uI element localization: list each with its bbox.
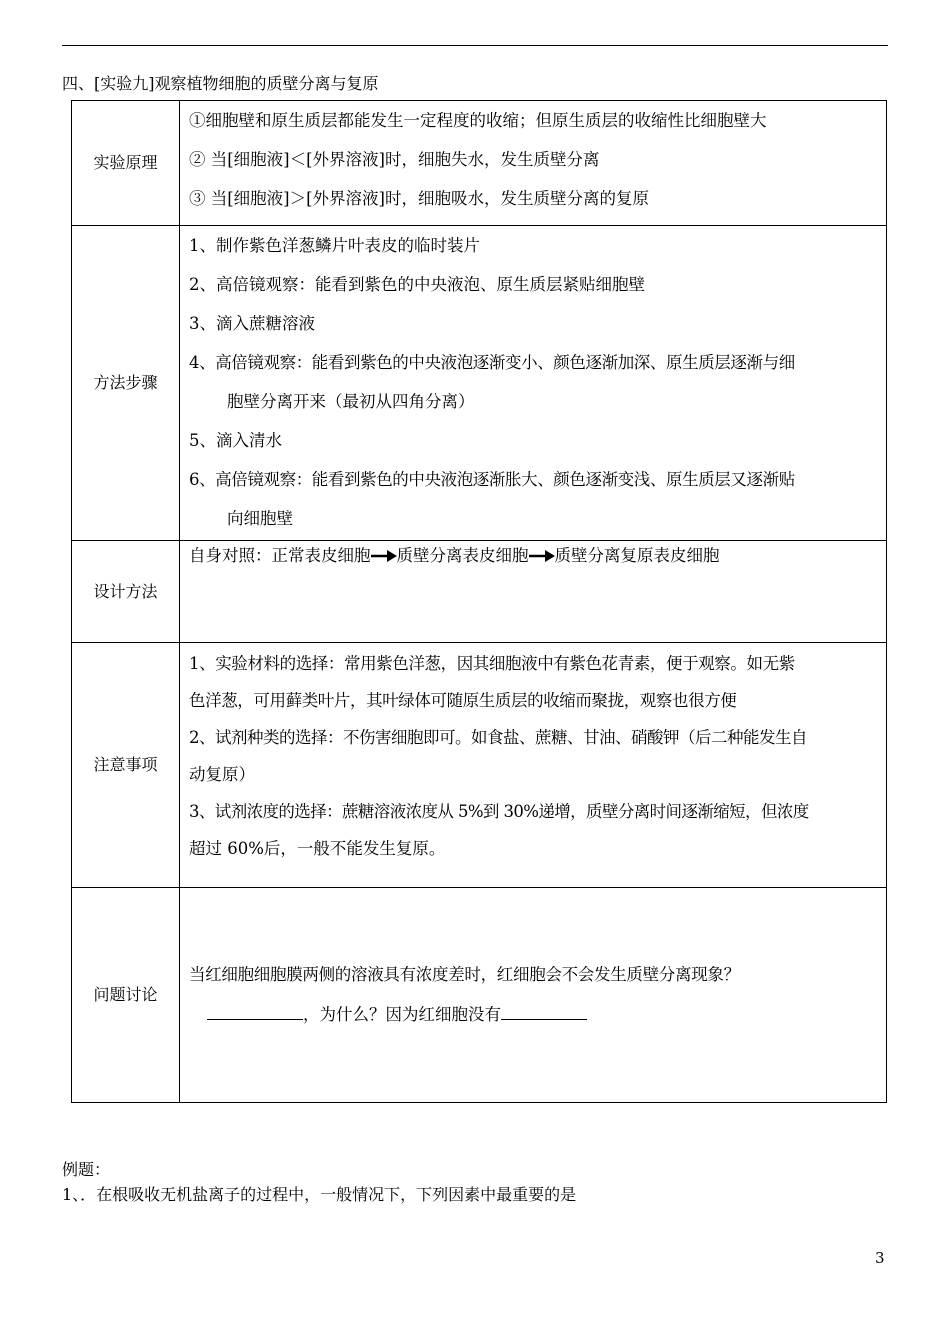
header-rule <box>62 45 888 46</box>
note-3: 3、试剂浓度的选择：蔗糖溶液浓度从 5%到 30%递增，质壁分离时间逐渐缩短，但浓度 <box>189 802 809 821</box>
discussion-answer-mid: ，为什么？因为红细胞没有 <box>303 1005 501 1024</box>
principle-label: 实验原理 <box>72 101 180 226</box>
principle-line-2: ② 当[细胞液]＜[外界溶液]时，细胞失水，发生质壁分离 <box>189 150 600 169</box>
notes-content <box>180 643 887 888</box>
principle-content <box>180 101 887 226</box>
section-title: 四、[实验九]观察植物细胞的质壁分离与复原 <box>62 74 379 93</box>
principle-line-1: ①细胞壁和原生质层都能发生一定程度的收缩；但原生质层的收缩性比细胞壁大 <box>189 111 767 130</box>
table-row-principle <box>72 101 887 226</box>
discussion-question: 当红细胞细胞膜两侧的溶液具有浓度差时，红细胞会不会发生质壁分离现象？ <box>189 965 740 984</box>
table-row-steps <box>72 226 887 541</box>
design-content <box>180 541 887 643</box>
steps-content <box>180 226 887 541</box>
discussion-answer-line <box>189 995 878 1035</box>
step-3: 3、滴入蔗糖溶液 <box>189 314 315 333</box>
notes-label: 注意事项 <box>72 643 180 888</box>
example-question-1: 1、．在根吸收无机盐离子的过程中，一般情况下，下列因素中最重要的是 <box>62 1185 577 1204</box>
answer-blank-2[interactable] <box>501 1018 587 1020</box>
discussion-label: 问题讨论 <box>72 888 180 1103</box>
steps-label: 方法步骤 <box>72 226 180 541</box>
note-2: 2、试剂种类的选择：不伤害细胞即可。如食盐、蔗糖、甘油、硝酸钾（后二种能发生自 <box>189 728 807 747</box>
right-arrow-icon <box>529 550 555 562</box>
table-row-notes <box>72 643 887 888</box>
step-5: 5、滴入清水 <box>189 431 282 450</box>
step-1: 1、制作紫色洋葱鳞片叶表皮的临时装片 <box>189 236 480 255</box>
table-row-discussion <box>72 888 887 1103</box>
step-4-continued: 胞壁分离开来（最初从四角分离） <box>227 392 475 411</box>
table-row-design <box>72 541 887 643</box>
note-2-continued: 动复原） <box>189 765 255 784</box>
note-1-continued: 色洋葱，可用藓类叶片，其叶绿体可随原生质层的收缩而聚拢，观察也很方便 <box>189 691 737 710</box>
right-arrow-icon <box>371 550 397 562</box>
discussion-content <box>180 888 887 1103</box>
design-part-1: 自身对照：正常表皮细胞 <box>189 546 371 565</box>
experiment-table <box>71 100 887 1103</box>
step-4: 4、高倍镜观察：能看到紫色的中央液泡逐渐变小、颜色逐渐加深、原生质层逐渐与细 <box>189 353 795 372</box>
principle-line-3: ③ 当[细胞液]＞[外界溶液]时，细胞吸水，发生质壁分离的复原 <box>189 189 649 208</box>
answer-blank-1[interactable] <box>207 1018 303 1020</box>
design-part-2: 质壁分离表皮细胞 <box>396 546 529 565</box>
design-part-3: 质壁分离复原表皮细胞 <box>554 546 720 565</box>
example-title: 例题： <box>62 1160 111 1179</box>
step-6: 6、高倍镜观察：能看到紫色的中央液泡逐渐胀大、颜色逐渐变浅、原生质层又逐渐贴 <box>189 470 795 489</box>
step-6-continued: 向细胞壁 <box>227 509 293 528</box>
design-line <box>189 541 878 571</box>
design-label: 设计方法 <box>72 541 180 643</box>
step-2: 2、高倍镜观察：能看到紫色的中央液泡、原生质层紧贴细胞壁 <box>189 275 645 294</box>
note-3-continued: 超过 60%后，一般不能发生复原。 <box>189 839 446 858</box>
page-number: 3 <box>875 1249 885 1267</box>
note-1: 1、实验材料的选择：常用紫色洋葱，因其细胞液中有紫色花青素，便于观察。如无紫 <box>189 654 795 673</box>
